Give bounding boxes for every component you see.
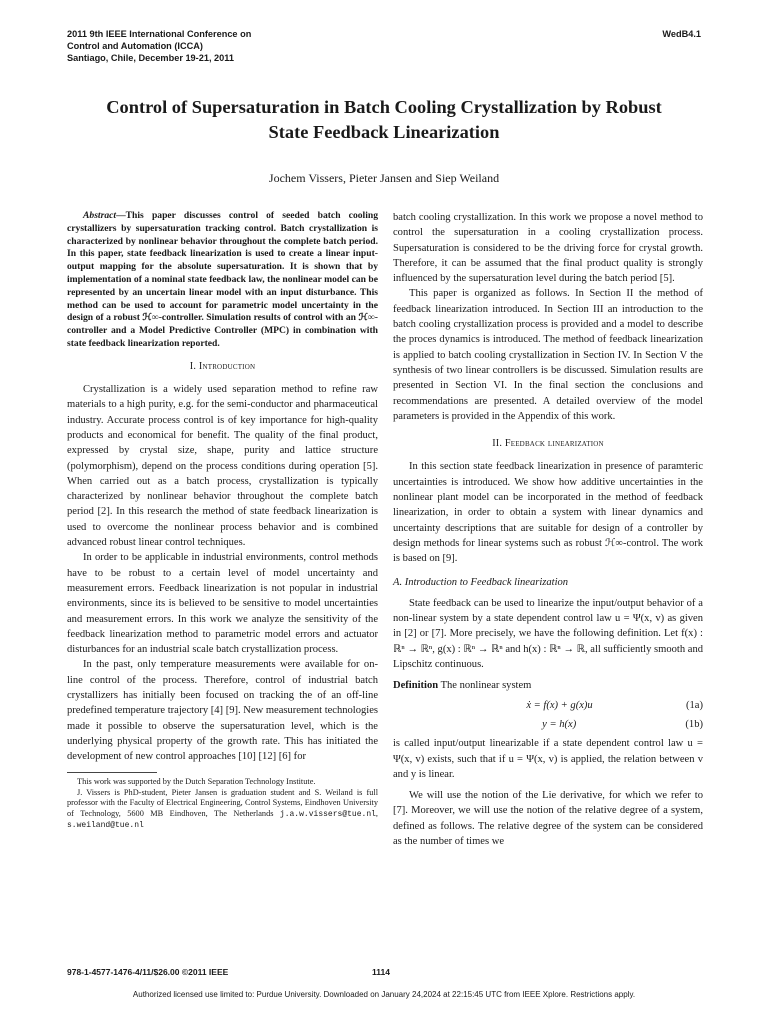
definition-label: Definition: [393, 680, 439, 692]
intro-paragraph-3: In the past, only temperature measurements were available for on-line control of the process. Therefore, control of industrial batch crystallizers has initially been focused on tracking the of an off-line predefined temperature trajectory [4] [9]. New measurement technologies made it possible to observe the supersaturation level, which is the underlying physical property of the growth rate. This has initiated the development of new control approaches [10] [12] [6] for: [67, 659, 378, 763]
definition-text: The nonlinear system: [438, 680, 532, 692]
section2-paragraph-2: State feedback can be used to linearize the input/output behavior of a non-linear system by a state dependent control law u = Ψ(x, v) as given in [2] or [7]. More precisely, we have the following definition. Let f(x) : ℝⁿ → ℝⁿ, g(x) : ℝⁿ → ℝⁿ and h(x) : ℝⁿ → ℝ, all sufficiently smooth and Lipschitz continuous.: [393, 597, 703, 671]
section-heading-feedback-linearization: II. Feedback linearization: [492, 438, 604, 450]
abstract: [67, 210, 378, 351]
definition-continuation: is called input/output linearizable if a state dependent control law u = Ψ(x, v) exists, such that if u = Ψ(x, v) is applied, the relation between v and y is linear.: [393, 738, 703, 780]
conference-location: Santiago, Chile, December 19-21, 2011: [67, 53, 234, 63]
equation-1a-number: (1a): [686, 699, 703, 711]
intro-paragraph-1: Crystallization is a widely used separation method to refine raw materials to a high purity, e.g. for the semi-conductor and pharmaceutical industry. Accurate process control is of key importance for high-quality products and economical for benefit. The quality of the final product, expressed by crystal size, shape, purity and lattice structure (polymorphism), depend on the process conditions during operation [5]. When carried out as a batch process, crystallization is typically characterized by nonlinear behavior throughout the complete batch period [2]. In this research the method of state feedback linearization is used to overcome the nonlinear process behavior and is combined advanced robust linear control techniques.: [67, 384, 378, 549]
equation-1b: [393, 717, 703, 732]
paper-title: [40, 95, 728, 145]
right-column: [393, 210, 703, 849]
section-heading-introduction: I. Introduction: [189, 360, 256, 372]
subsection-heading: A. Introduction to Feedback linearization: [393, 576, 569, 588]
equation-1b-body: y = h(x): [542, 718, 577, 730]
equation-1b-number: (1b): [685, 718, 703, 730]
footnote-affiliation-text: J. Vissers is PhD-student, Pieter Jansen is graduation student and S. Weiland is full professor with the Faculty of Electrical Engineering, Control Systems, Eindhoven University of Technology, 5600 MB Eindhoven, The Netherlands: [67, 787, 378, 818]
abstract-label: Abstract: [83, 210, 117, 221]
equation-1a-body: ẋ = f(x) + g(x)u: [526, 699, 593, 711]
footnote-funding: This work was supported by the Dutch Separation Technology Institute.: [77, 777, 316, 787]
conference-header: [67, 28, 251, 64]
email-separator: ,: [375, 808, 378, 818]
footnote: [67, 777, 378, 832]
isbn-copyright: 978-1-4577-1476-4/11/$26.00 ©2011 IEEE: [67, 967, 229, 977]
page-number: 1114: [372, 967, 390, 977]
author-email-vissers: j.a.w.vissers@tue.nl: [279, 809, 376, 819]
intro-paragraph-4: batch cooling crystallization. In this work we propose a novel method to control the supersaturation in a cooling crystallization process. Supersaturation is considered to be the driving force for crystal growth. Therefore, it can be assumed that the final product quality is strongly influenced by the supersaturation level during the batch period [5].: [393, 212, 703, 285]
author-email-weiland: s.weiland@tue.nl: [67, 821, 144, 831]
conference-name-line1: 2011 9th IEEE International Conference on: [67, 29, 252, 39]
intro-paragraph-5: This paper is organized as follows. In Section II the method of feedback linearization introduced. In Section III an introduction to the batch cooling crystallization process is provided and a model to describe the proces dynamics is introduced. The method of feedback linearization is applied to batch cooling crystallization in Section IV. In Section V the synthesis of two linear controllers is be discussed. Simulation results are presented in Section VI. In the final section the conclusions and recommendations are presented. A detailed overview of the model parameters is provided in the Appendix of this work.: [393, 288, 703, 422]
conference-name-line2: Control and Automation (ICCA): [67, 41, 203, 51]
equation-1a: [393, 698, 703, 713]
left-column: [67, 210, 378, 832]
footnote-affiliation: [67, 788, 378, 832]
license-notice: Authorized licensed use limited to: Purdue University. Downloaded on January 24,2024 at 22:15:45 UTC from IEEE Xplore. Restrictions apply.: [132, 990, 636, 999]
authors: Jochem Vissers, Pieter Jansen and Siep Weiland: [268, 171, 500, 185]
section2-paragraph-1: In this section state feedback linearization in presence of paramteric uncertainties is introduced. We show how additive uncertainties in the nonlinear plant model can be incorporated in the method of feedback linearization, in order to obtain a system with linear dynamics and uncertainty descriptions that are suitable for design of a controller by design methods for linear systems such as robust ℋ∞-control. The work is based on [9].: [393, 461, 703, 565]
paper-title-line2: State Feedback Linearization: [268, 122, 500, 142]
paper-title-line1: Control of Supersaturation in Batch Cooling Crystallization by Robust: [106, 97, 662, 117]
abstract-text: —This paper discusses control of seeded batch cooling crystallizers by supersaturation tracking control. Batch crystallization is characterized by nonlinear behavior throughout the complete batch period. In this paper, state feedback linearization is used to create a linear input-output mapping for the absolute supersaturation. It is shown that by implementation of a nominal state feedback law, the nonlinear model can be represented by an uncertain linear model with an input disturbance. This method can be used to account for parametric model uncertainty in the design of a robust ℋ∞-controller. Simulation results of control with an ℋ∞-controller and a Model Predictive Controller (MPC) in combination with state feedback linearization reported.: [67, 210, 378, 349]
intro-paragraph-2: In order to be applicable in industrial environments, control methods have to be robust to a certain level of model uncertainty and measurement errors. Feedback linearization is not popular in industrial environments, since its is believed to be sensitive to model uncertainties and measurement errors. In this work we analyze the sensitivity of the feedback linearization method to parametric model errors and actuator disturbances for an industrial scale batch crystallization process.: [67, 552, 378, 656]
section2-paragraph-3: We will use the notion of the Lie derivative, for which we refer to [7]. Moreover, we will use the notion of the relative degree of a system, defined as follows. The relative degree of the system can be considered as the number of times we: [393, 790, 703, 847]
session-id: WedB4.1: [662, 29, 701, 39]
footnote-divider: [67, 772, 157, 773]
definition: [393, 678, 703, 693]
